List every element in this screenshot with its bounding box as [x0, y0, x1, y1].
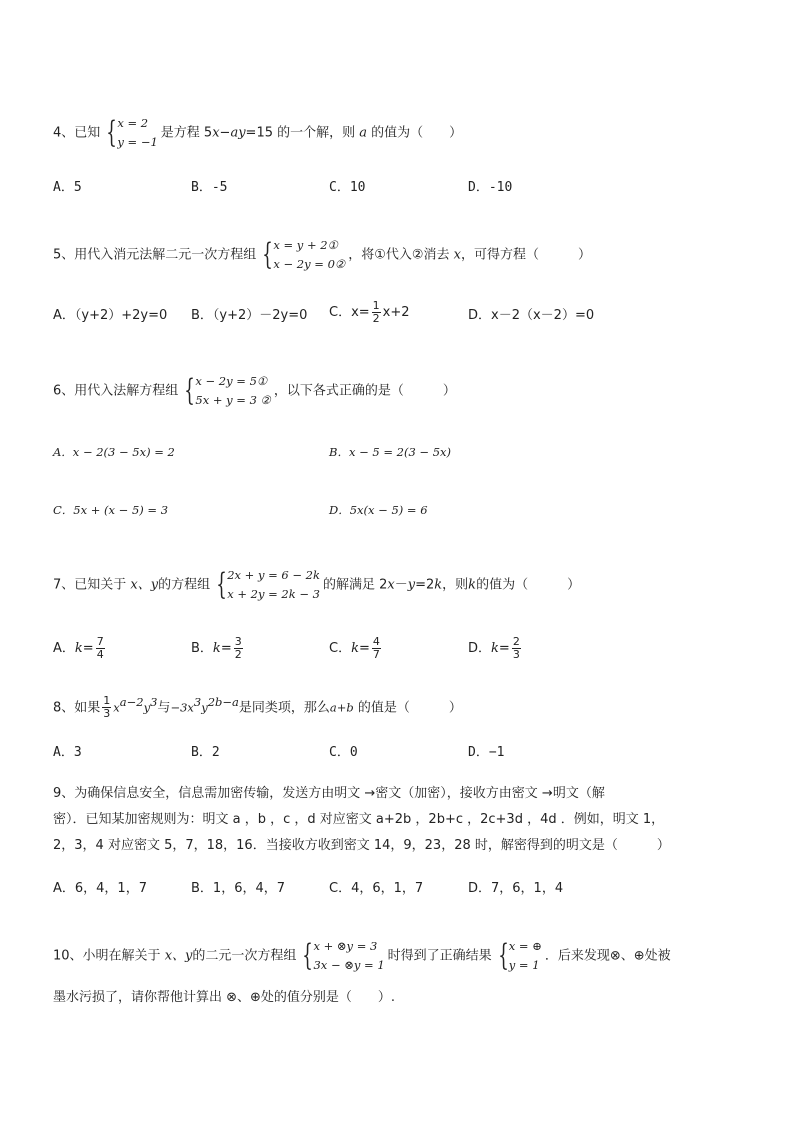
- q10-sys-row-2: 3x − ⊗y = 1: [313, 958, 385, 972]
- q10-result-row-2: y = 1: [508, 958, 540, 972]
- q7-tail-f: k: [434, 577, 443, 593]
- q7-option-c-fraction: [372, 636, 381, 661]
- q5-sys-row-2: x − 2y = 0②: [273, 257, 346, 271]
- q4-sys-row-1: x = 2: [117, 116, 149, 130]
- q8-option-c[interactable]: C．0: [329, 745, 358, 760]
- q8-term1-y-exp: 3: [150, 695, 158, 709]
- q9-line-3: 2，3，4 对应密文 5，7，18，16．当接收方收到密文 14，9，23，28 时，解密得到的明文是（ ）: [53, 838, 670, 853]
- q10-mid-text-2: 时得到了正确结果: [387, 948, 492, 964]
- q4-sys-row-2: y = −1: [117, 135, 158, 149]
- q10-result-row-1: x = ⊕: [508, 939, 542, 953]
- q7-sys-row-1: 2x + y = 6 − 2k: [227, 568, 320, 582]
- q8-frac-num: 1: [103, 694, 111, 708]
- q5-tail-text: ，将①代入②消去: [348, 247, 450, 263]
- q7-equation-system: [212, 566, 320, 604]
- q7-tail-c: －: [394, 577, 408, 593]
- q8-number: 8、如果: [53, 700, 101, 716]
- brace-icon: {: [262, 237, 274, 272]
- q6-option-b-text: B．x − 5 = 2(3 − 5x): [329, 445, 452, 459]
- q7-option-b-num: 3: [234, 635, 242, 648]
- q7-tail-a: 的解满足 2: [322, 577, 388, 593]
- q7-option-d[interactable]: D．k= $\frac{2}{3}$: [468, 635, 520, 661]
- q7-number: 7、已知关于: [53, 577, 127, 593]
- q7-option-d-var: k: [491, 641, 499, 656]
- brace-icon: {: [216, 567, 227, 602]
- q7-option-a-fraction: [96, 636, 105, 661]
- q7-vars: x、y: [130, 577, 159, 593]
- q7-option-a-den: 4: [96, 648, 104, 661]
- brace-icon: {: [302, 938, 314, 973]
- q10-result-system: [494, 937, 542, 975]
- q8-option-d[interactable]: D．−1: [468, 745, 505, 760]
- q9-line-2: 密）．已知某加密规则为：明文 a ，b ，c ，d 对应密文 a+2b ，2b+c ，2c+3d ，4d ．例如，明文 1，: [53, 812, 665, 827]
- q6-equation-system: [180, 372, 271, 410]
- q5-tail-text-2: ，可得方程（ ）: [461, 247, 592, 263]
- q8-term2-exp: 3: [193, 695, 202, 709]
- q7-option-a-num: 7: [96, 635, 104, 648]
- q8-option-a[interactable]: A．3: [53, 745, 82, 760]
- q6-option-a[interactable]: [53, 442, 175, 463]
- q6-option-a-text: A．x − 2(3 − 5x) = 2: [53, 445, 175, 459]
- q6-option-c[interactable]: [53, 500, 168, 521]
- q7-option-d-den: 3: [512, 648, 520, 661]
- q6-option-d-text: D．5x(x − 5) = 6: [329, 503, 428, 517]
- q9-option-d[interactable]: D．7，6，1，4: [468, 881, 564, 896]
- q6-sys-row-2: 5x + y = 3 ②: [195, 393, 271, 407]
- q5-option-b[interactable]: B．（y+2）－2y=0: [191, 308, 308, 323]
- q10-mid-text: 的二元一次方程组: [192, 948, 297, 964]
- q8-term1-y: y: [143, 700, 151, 715]
- q6-option-b[interactable]: [329, 442, 451, 463]
- q8-option-b[interactable]: B．2: [191, 745, 220, 760]
- brace-icon: {: [106, 115, 118, 150]
- question-4-stem: [53, 114, 462, 152]
- q4-stem-text: 是方程 5: [160, 125, 213, 141]
- q5-option-d[interactable]: D．x－2（x－2）=0: [468, 308, 595, 323]
- brace-icon: {: [497, 938, 509, 973]
- q4-option-c[interactable]: C．10: [329, 180, 366, 195]
- q7-option-a-label: A．: [53, 641, 75, 656]
- q8-term2-y: y: [201, 700, 208, 715]
- q10-line-2: 墨水污损了，请你帮他计算出 ⊗、⊕处的值分别是（ ）.: [53, 990, 396, 1005]
- q7-option-d-fraction: [512, 636, 521, 661]
- q7-tail-e: =2: [415, 577, 435, 593]
- q7-option-d-label: D．: [468, 641, 492, 656]
- q8-tail-c: 的值是（ ）: [357, 700, 462, 716]
- q7-option-b[interactable]: B．k= $\frac{3}{2}$: [191, 635, 242, 661]
- q7-option-b-label: B．: [191, 641, 213, 656]
- q6-tail-text: ，以下各式正确的是（ ）: [273, 383, 456, 399]
- q4-var-x: x: [212, 125, 220, 141]
- q5-frac-num: 1: [372, 299, 380, 312]
- q4-var-ay: ay: [230, 125, 246, 141]
- q8-term1: x: [113, 700, 120, 715]
- q7-option-c-num: 4: [372, 635, 380, 648]
- q10-number: 10、小明在解关于: [53, 948, 161, 964]
- q8-tail-b: a+b: [329, 700, 354, 715]
- q4-stem-text-2: =15 的一个解，则: [245, 125, 356, 141]
- q6-option-d[interactable]: [329, 500, 428, 521]
- q4-option-a[interactable]: A．5: [53, 180, 82, 195]
- q5-option-c-fraction: [372, 300, 381, 325]
- q5-option-a[interactable]: A．（y+2）+2y=0: [53, 308, 168, 323]
- q6-sys-row-1: x − 2y = 5①: [195, 374, 268, 388]
- q8-frac-den: 3: [103, 707, 111, 721]
- q8-term1-exp: a−2: [119, 695, 144, 709]
- q10-sys-row-1: x + ⊗y = 3: [313, 939, 378, 953]
- q8-tail-a: 是同类项，那么: [238, 700, 330, 716]
- q5-frac-den: 2: [372, 312, 380, 325]
- q7-option-a[interactable]: A．k= $\frac{7}{4}$: [53, 635, 104, 661]
- q5-option-c-tail: x+2: [382, 305, 410, 320]
- q7-option-c-var: k: [351, 641, 359, 656]
- brace-icon: {: [184, 373, 196, 408]
- q7-option-b-den: 2: [234, 648, 242, 661]
- q5-var-x: x: [453, 247, 461, 263]
- q6-option-c-text: C．5x + (x − 5) = 3: [53, 503, 169, 517]
- q9-option-a[interactable]: A．6，4，1，7: [53, 881, 147, 896]
- q5-option-c[interactable]: [329, 300, 410, 325]
- q4-var-a: a: [359, 125, 368, 141]
- q5-equation-system: [258, 236, 345, 274]
- q10-tail-text: ．后来发现⊗、⊕处被: [544, 948, 671, 964]
- q4-option-b[interactable]: B．-5: [191, 180, 228, 195]
- q6-number: 6、用代入法解方程组: [53, 383, 179, 399]
- q7-option-c[interactable]: C．k= $\frac{4}{7}$: [329, 635, 380, 661]
- q8-with: 与: [157, 700, 171, 716]
- q10-equation-system: [298, 937, 384, 975]
- q8-term2: −3x: [170, 700, 194, 715]
- q9-option-c[interactable]: C．4，6，1，7: [329, 881, 424, 896]
- q5-number: 5、用代入消元法解二元一次方程组: [53, 247, 257, 263]
- question-10-stem: [53, 937, 671, 975]
- q4-option-d[interactable]: D．-10: [468, 180, 513, 195]
- q8-term2-y-exp: 2b−a: [207, 695, 239, 709]
- q7-tail-b: x: [387, 577, 395, 593]
- question-6-stem: [53, 372, 456, 410]
- q5-option-c-label: C．x=: [329, 305, 370, 320]
- q7-option-c-den: 7: [372, 648, 380, 661]
- q9-option-b[interactable]: B．1，6，4，7: [191, 881, 286, 896]
- q7-option-b-var: k: [212, 641, 221, 656]
- q7-option-b-fraction: [234, 636, 243, 661]
- q4-number: 4、已知: [53, 125, 101, 141]
- q7-tail-g: ，则: [442, 577, 469, 593]
- q5-sys-row-1: x = y + 2①: [273, 238, 338, 252]
- q7-option-d-num: 2: [512, 635, 520, 648]
- question-5-stem: [53, 236, 591, 274]
- q4-minus: −: [219, 125, 231, 141]
- q7-sys-row-2: x + 2y = 2k − 3: [227, 587, 320, 601]
- q7-option-c-label: C．: [329, 641, 352, 656]
- q7-option-a-var: k: [74, 641, 83, 656]
- q4-stem-text-3: 的值为（ ）: [371, 125, 463, 141]
- q7-tail-h: k: [468, 577, 477, 593]
- q8-fraction: [102, 695, 111, 720]
- q7-tail-d: y: [407, 577, 416, 593]
- q7-mid-text: 的方程组: [158, 577, 211, 593]
- q10-vars: x、y: [164, 948, 193, 964]
- q9-line-1: 9、为确保信息安全，信息需加密传输，发送方由明文 →密文（加密），接收方由密文 →明文（解: [53, 786, 605, 801]
- question-7-stem: [53, 566, 580, 604]
- q4-equation-system: [102, 114, 158, 152]
- q7-tail-i: 的值为（ ）: [476, 577, 581, 593]
- question-8-stem: [53, 692, 462, 720]
